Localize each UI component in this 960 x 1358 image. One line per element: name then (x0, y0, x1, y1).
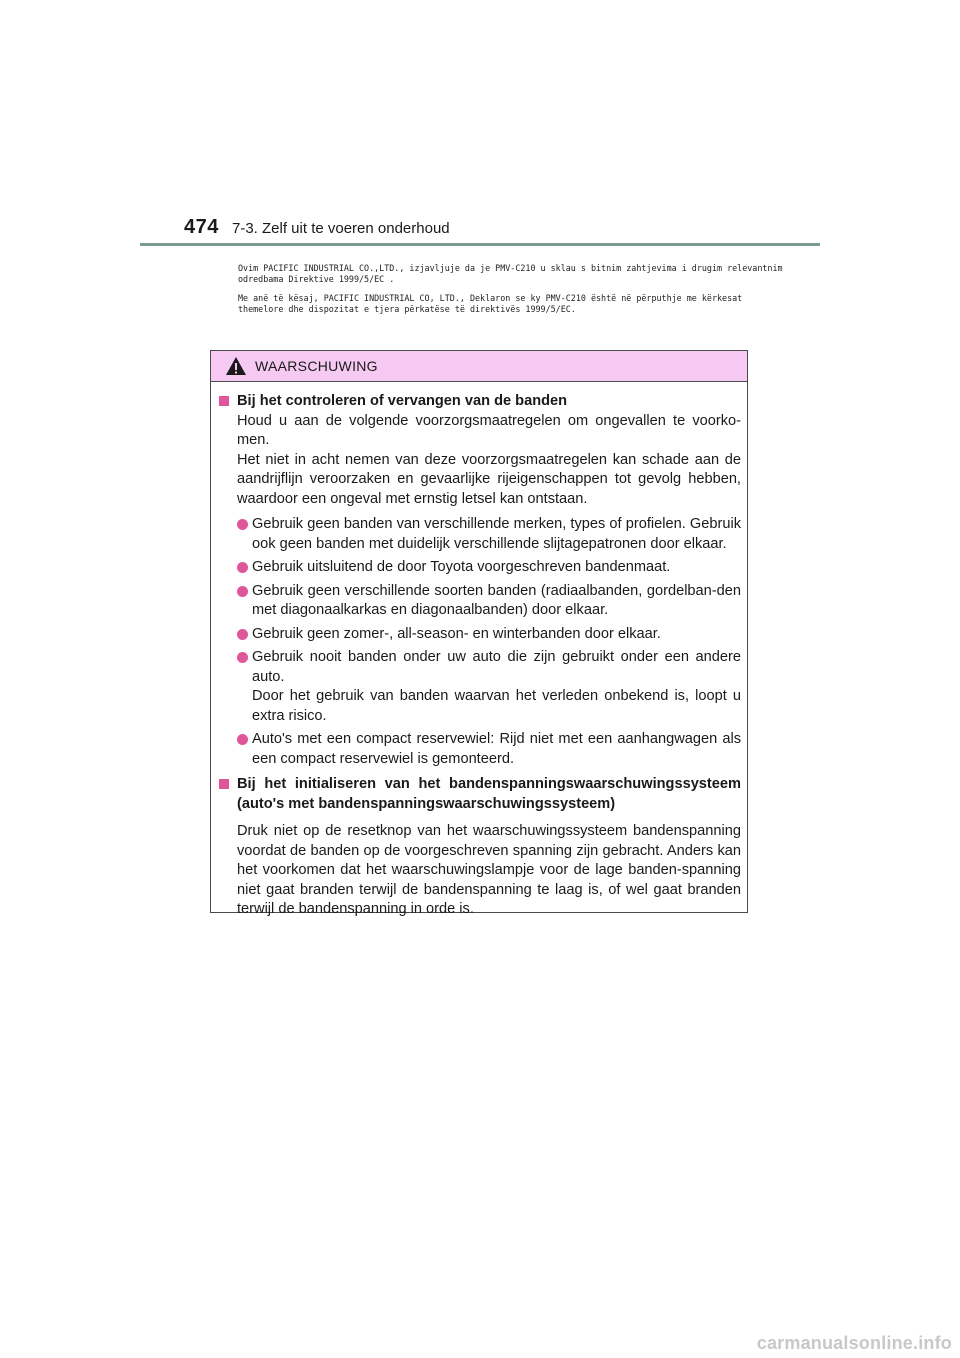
warning-section-heading (219, 775, 741, 814)
list-item (219, 515, 741, 554)
circle-bullet-icon (237, 734, 248, 745)
declaration-albanian (238, 293, 742, 315)
page-number: 474 (184, 216, 219, 238)
declaration-line: odredbama Direktive 1999/5/EC . (238, 274, 395, 284)
declaration-croatian (238, 263, 783, 285)
paragraph: Houd u aan de volgende voorzorgsmaatregelen om ongevallen te voorko-men. (237, 412, 741, 448)
warning-header (211, 351, 747, 382)
warning-section-heading (219, 392, 741, 412)
square-bullet-icon (219, 779, 229, 789)
watermark: carmanualsonline.info (756, 1333, 952, 1353)
heading-text: Bij het initialiseren van het bandenspanningswaarschuwingssysteem (auto's met bandenspanningswaarschuwingssysteem) (237, 776, 741, 812)
list-item (219, 582, 741, 621)
list-item-text: Gebruik geen verschillende soorten banden (radiaalbanden, gordelban-den met diagonaalkarkas en diagonaalbanden) door elkaar. (252, 582, 741, 618)
list-item (219, 558, 741, 578)
list-item-text: Gebruik geen banden van verschillende merken, types of profielen. Gebruik ook geen banden met duidelijk verschillende slijtagepatronen door elkaar. (252, 516, 741, 552)
warning-triangle-icon (225, 356, 247, 376)
list-item (219, 730, 741, 769)
heading-text: Bij het controleren of vervangen van de banden (237, 393, 568, 409)
warning-title: WAARSCHUWING (255, 358, 378, 374)
declaration-line: Ovim PACIFIC INDUSTRIAL CO.,LTD., izjavljuje da je PMV-C210 u sklau s bitnim zahtjevima i drugim relevantnim (238, 263, 783, 273)
circle-bullet-icon (237, 562, 248, 573)
list-item (219, 648, 741, 726)
list-item-line: Door het gebruik van banden waarvan het verleden onbekend is, loopt u extra risico. (252, 688, 741, 724)
list-item-text: Gebruik geen zomer-, all-season- en winterbanden door elkaar. (252, 625, 661, 642)
declaration-line: themelore dhe dispozitat e tjera përkatëse të direktivës 1999/5/EC. (238, 304, 576, 314)
circle-bullet-icon (237, 586, 248, 597)
list-item-line: Gebruik nooit banden onder uw auto die zijn gebruikt onder een andere auto. (252, 649, 741, 685)
section-title: 7-3. Zelf uit te voeren onderhoud (232, 220, 450, 237)
warning-body (211, 382, 747, 920)
circle-bullet-icon (237, 652, 248, 663)
header-divider (140, 243, 820, 246)
list-item-text: Auto's met een compact reservewiel: Rijd niet met een aanhangwagen als een compact reservewiel is gemonteerd. (252, 731, 741, 767)
circle-bullet-icon (237, 519, 248, 530)
list-item-text (252, 648, 741, 726)
paragraph: Het niet in acht nemen van deze voorzorgsmaatregelen kan schade aan de aandrijflijn veroorzaken en gevaarlijke rijeigenschappen tot gevolg hebben, waardoor een ongeval met ernstig letsel kan ontstaan. (237, 451, 741, 507)
list-item (219, 625, 741, 645)
declaration-line: Me anë të kësaj, PACIFIC INDUSTRIAL CO, LTD., Deklaron se ky PMV-C210 është në përputhje me kërkesat (238, 293, 743, 303)
circle-bullet-icon (237, 629, 248, 640)
paragraph: Druk niet op de resetknop van het waarschuwingssysteem bandenspanning voordat de banden op de voorgeschreven spanning zijn gebracht. Anders kan het voorkomen dat het waarschuwingslampje voor de lage banden-spanning niet gaat branden terwijl de bandenspanning te laag is, of wel gaat branden terwijl de bandenspanning in orde is. (237, 823, 741, 917)
square-bullet-icon (219, 396, 229, 406)
list-item-text: Gebruik uitsluitend de door Toyota voorgeschreven bandenmaat. (252, 559, 671, 575)
warning-box (210, 350, 748, 917)
